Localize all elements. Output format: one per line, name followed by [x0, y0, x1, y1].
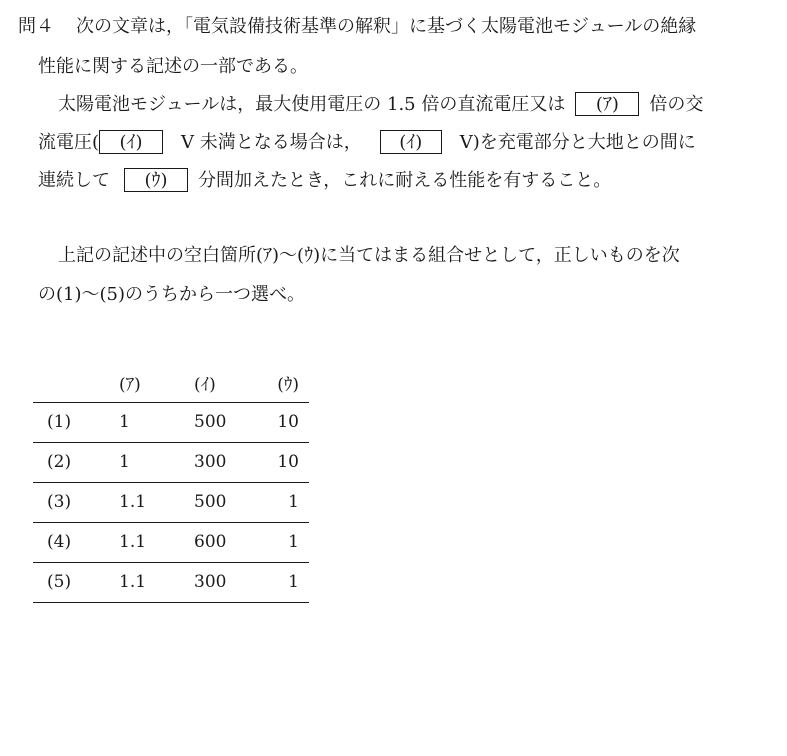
choice-value-i: 500	[193, 482, 255, 522]
choice-value-a: 1.1	[113, 562, 193, 602]
passage-text: 連続して	[38, 170, 110, 191]
blank-i-box: (ｲ)	[99, 130, 163, 154]
table-header-cell	[33, 364, 113, 402]
choice-label: (5)	[33, 562, 113, 602]
choice-label: (2)	[33, 442, 113, 482]
question-number: 問４	[18, 16, 54, 37]
passage-text: 分間加えたとき，これに耐える性能を有すること。	[198, 170, 612, 191]
table-header-cell: (ｳ)	[255, 364, 309, 402]
blank-u-box: (ｳ)	[124, 168, 188, 192]
passage-line-1	[58, 92, 703, 118]
choice-label: (3)	[33, 482, 113, 522]
choice-value-a: 1	[113, 442, 193, 482]
passage-text: 太陽電池モジュールは，最大使用電圧の 1.5 倍の直流電圧又は	[58, 94, 566, 115]
choice-value-u: 1	[255, 522, 309, 562]
choice-value-u: 1	[255, 482, 309, 522]
choice-value-a: 1.1	[113, 522, 193, 562]
choice-label: (4)	[33, 522, 113, 562]
choice-value-u: 10	[255, 442, 309, 482]
choice-value-u: 10	[255, 402, 309, 442]
choice-value-a: 1	[113, 402, 193, 442]
passage-text: V)を充電部分と大地との間に	[459, 132, 696, 153]
instruction-line-1	[58, 243, 680, 269]
table-row	[33, 402, 309, 442]
table-header-cell: (ｲ)	[193, 364, 255, 402]
passage-text: 倍の交	[649, 94, 704, 115]
choice-value-i: 600	[193, 522, 255, 562]
choices-table	[33, 364, 309, 603]
table-row	[33, 522, 309, 562]
table-header-cell: (ｱ)	[113, 364, 193, 402]
table-row	[33, 562, 309, 602]
blank-i-box-2: (ｲ)	[380, 130, 442, 154]
question-intro-text-2: 性能に関する記述の一部である。	[38, 56, 308, 77]
question-intro-text: 次の文章は，「電気設備技術基準の解釈」に基づく太陽電池モジュールの絶縁	[76, 16, 697, 37]
passage-text: 流電圧(	[38, 132, 100, 153]
table-row	[33, 442, 309, 482]
instruction-line-2	[38, 282, 305, 308]
passage-line-2	[38, 130, 696, 156]
question-intro-line2	[38, 54, 308, 80]
choice-value-a: 1.1	[113, 482, 193, 522]
blank-a-box: (ｱ)	[575, 92, 639, 116]
table-row	[33, 482, 309, 522]
choice-value-i: 300	[193, 562, 255, 602]
table-header-row	[33, 364, 309, 402]
choice-value-i: 300	[193, 442, 255, 482]
choice-value-i: 500	[193, 402, 255, 442]
instruction-text: 上記の記述中の空白箇所(ｱ)～(ｳ)に当てはまる組合せとして，正しいものを次	[58, 245, 680, 266]
choice-value-u: 1	[255, 562, 309, 602]
instruction-text-2: の(1)～(5)のうちから一つ選べ。	[38, 284, 305, 305]
choice-label: (1)	[33, 402, 113, 442]
passage-text: V 未満となる場合は，	[181, 132, 362, 153]
question-heading-line	[18, 14, 696, 40]
passage-line-3	[38, 168, 611, 194]
